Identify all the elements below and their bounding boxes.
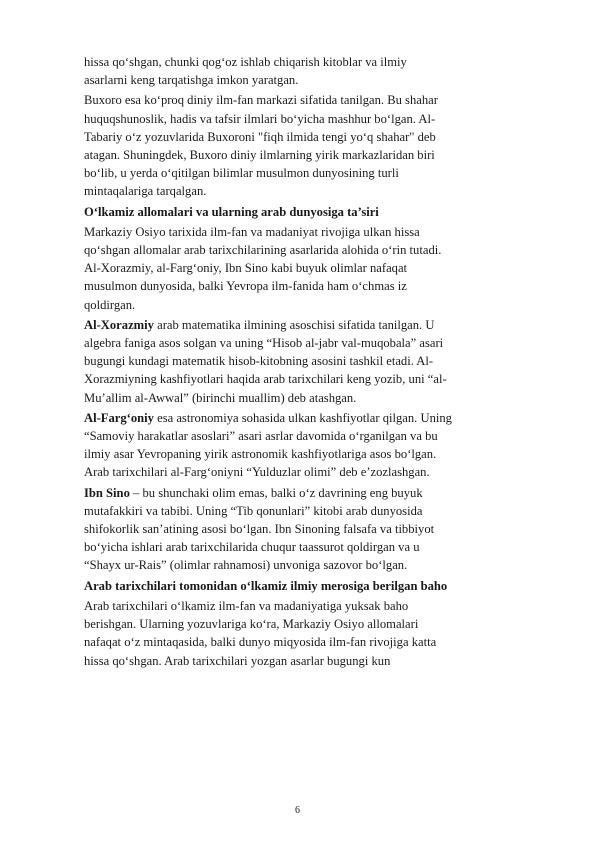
section-heading-scholars: O‘lkamiz allomalari va ularning arab dunyosiga ta’siri bbox=[84, 204, 379, 219]
paragraph-ibn-sino-text: – bu shunchaki olim emas, balki o‘z davrining eng buyuk mutafakkiri va tabibi. Uning “Tib qonunlari” kitobi arab dunyosida shifokorlik san’atining asosi bo‘lgan. Ibn Sinoning falsafa va tibbiyot bo‘yicha ishlari arab tarixchilarida chuqur taassurot qoldirgan va u “Shayx ur-Rais” (olimlar rahnamosi) unvoniga sazovor bo‘lgan. bbox=[84, 485, 435, 573]
document-body bbox=[84, 53, 554, 672]
paragraph-al-farghani bbox=[84, 409, 554, 482]
paragraph-bukhara: Buxoro esa ko‘proq diniy ilm-fan markazi sifatida tanilgan. Bu shahar huquqshunoslik, hadis va tafsir ilmlari bo‘yicha mashhur bo‘lgan. Al- Tabariy o‘z yozuvlarida Buxoroni "fiqh ilmida tengi yo‘q shahar" deb atagan. Shuningdek, Buxoro diniy ilmlarning yirik markazlaridan biri bo‘lib, u yerda o‘qitilgan bilimlar musulmon dunyosining turli mintaqalariga tarqalgan. bbox=[84, 93, 438, 199]
paragraph-al-farghani-text: esa astronomiya sohasida ulkan kashfiyotlar qilgan. Uning “Samoviy harakatlar asoslari” asari asrlar davomida o‘rganilgan va bu ilmiy asar Yevropaning yirik astronomik kashfiyotlariga asos bo‘lgan. Arab tarixchilari al-Farg‘oniyni “Yulduzlar olimi” deb e’zozlashgan. bbox=[84, 410, 452, 480]
paragraph-assessment: Arab tarixchilari o‘lkamiz ilm-fan va madaniyatiga yuksak baho berishgan. Ularning yozuvlariga ko‘ra, Markaziy Osiyo allomalari nafaqat o‘z mintaqasida, balki dunyo miqyosida ilm-fan rivojiga katta hissa qo‘shgan. Arab tarixchilari yozgan asarlar bugungi kun bbox=[84, 598, 437, 668]
lead-term-al-farghani: Al-Farg‘oniy bbox=[84, 410, 154, 425]
lead-term-ibn-sino: Ibn Sino bbox=[84, 485, 130, 500]
section-heading-assessment: Arab tarixchilari tomonidan o‘lkamiz ilmiy merosiga berilgan baho bbox=[84, 578, 448, 593]
paragraph-scholars-intro: Markaziy Osiyo tarixida ilm-fan va madaniyat rivojiga ulkan hissa qo‘shgan allomalar arab tarixchilarining asarlarida alohida o‘rin tutadi. Al-Xorazmiy, al-Farg‘oniy, Ibn Sino kabi buyuk olimlar nafaqat musulmon dunyosida, balki Yevropa ilm-fanida ham o‘chmas iz qoldirgan. bbox=[84, 224, 442, 312]
paragraph-paper-intro: hissa qo‘shgan, chunki qog‘oz ishlab chiqarish kitoblar va ilmiy asarlarni keng tarqatishga imkon yaratgan. bbox=[84, 55, 407, 88]
page-number: 6 bbox=[295, 805, 300, 816]
paragraph-al-khwarizmi bbox=[84, 316, 554, 407]
lead-term-al-khwarizmi: Al-Xorazmiy bbox=[84, 317, 154, 332]
paragraph-ibn-sino bbox=[84, 484, 554, 575]
paragraph-al-khwarizmi-text: arab matematika ilmining asoschisi sifatida tanilgan. U algebra faniga asos solgan va uning “Hisob al-jabr val-muqobala” asari bugungi kundagi matematik hisob-kitobning asosini tashkil etadi. Al- Xorazmiyning kashfiyotlari haqida arab tarixchilari keng yozib, uni “al- Mu’allim al-Awwal” (birinchi muallim) deb atashgan. bbox=[84, 317, 447, 405]
